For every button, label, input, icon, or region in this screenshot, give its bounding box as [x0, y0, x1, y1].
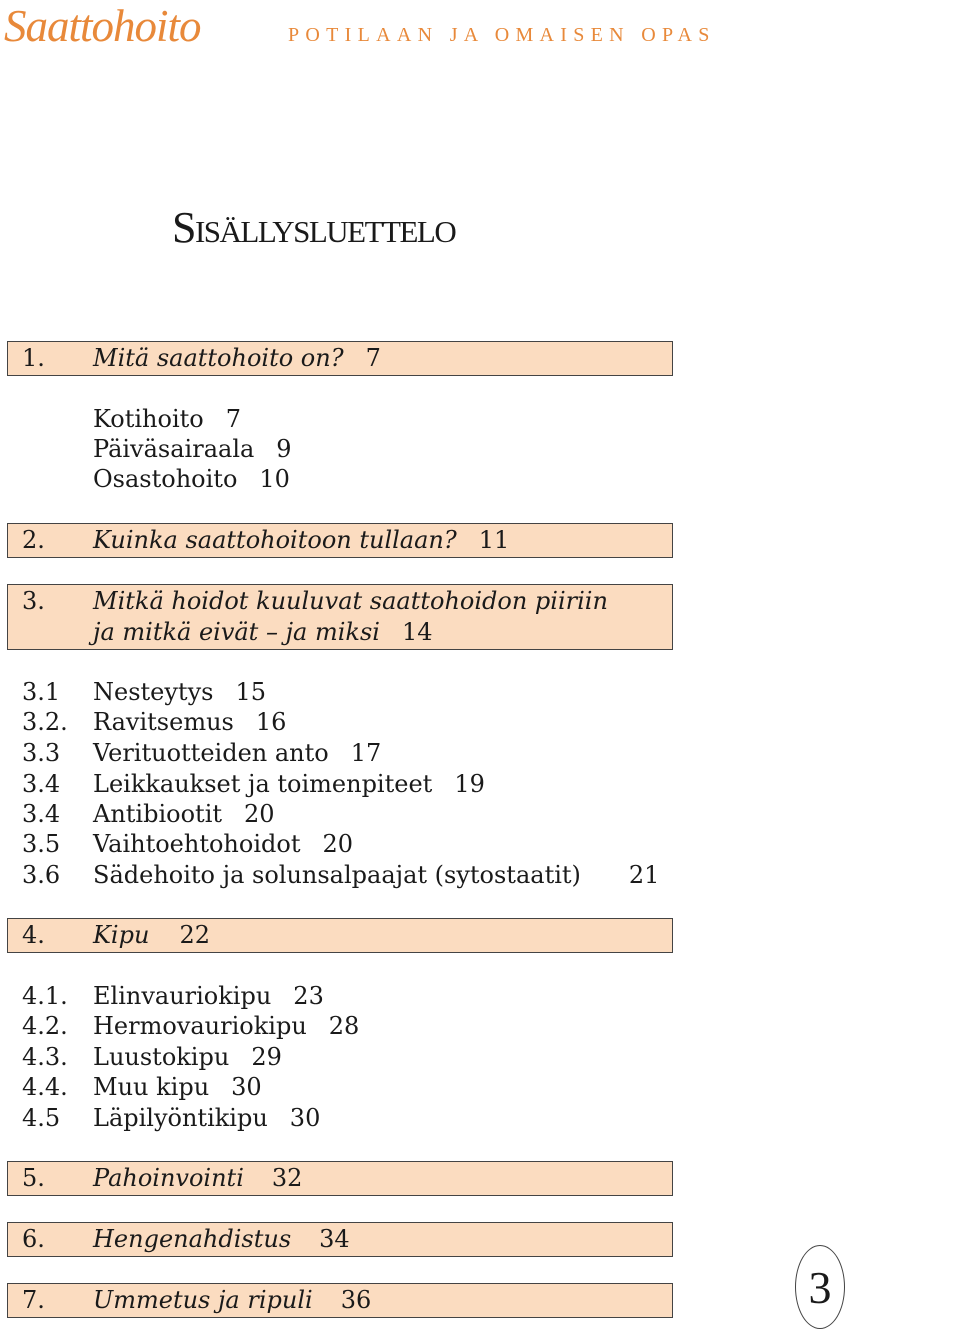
toc-label: Hermovauriokipu	[93, 1012, 307, 1040]
toc-label: Ravitsemus	[93, 708, 234, 736]
toc-section-5	[22, 1163, 302, 1193]
toc-item	[22, 981, 324, 1011]
toc-page: 32	[271, 1164, 303, 1192]
toc-number: 3.5	[22, 830, 61, 858]
toc-label: Vaihtoehtohoidot	[93, 830, 301, 858]
toc-page: 21	[628, 861, 660, 889]
toc-label: Verituotteiden anto	[93, 739, 329, 767]
toc-label: Ummetus ja ripuli	[93, 1286, 313, 1314]
toc-label: Kipu	[93, 921, 150, 949]
toc-item	[22, 829, 353, 859]
toc-label: Muu kipu	[93, 1073, 210, 1101]
toc-number: 7.	[22, 1286, 45, 1314]
toc-number: 6.	[22, 1225, 45, 1253]
toc-number: 2.	[22, 526, 45, 554]
toc-number: 3.	[22, 587, 45, 615]
toc-page: 20	[322, 830, 354, 858]
toc-label: Kotihoito	[93, 405, 204, 433]
toc-page: 36	[340, 1286, 372, 1314]
toc-section-4	[22, 920, 210, 950]
toc-item	[22, 677, 266, 707]
toc-label: Luustokipu	[93, 1043, 230, 1071]
toc-section-6	[22, 1224, 350, 1254]
toc-label: Nesteytys	[93, 678, 214, 706]
toc-label: Hengenahdistus	[93, 1225, 292, 1253]
toc-label-line1: Mitkä hoidot kuuluvat saattohoidon piiriin	[93, 587, 608, 615]
toc-page: 17	[350, 739, 382, 767]
toc-page: 11	[478, 526, 510, 554]
toc-page: 9	[276, 435, 292, 463]
toc-page: 28	[328, 1012, 360, 1040]
toc-section-2	[22, 525, 509, 555]
toc-number: 4.	[22, 921, 45, 949]
toc-item	[22, 1011, 359, 1041]
toc-page: 30	[289, 1104, 321, 1132]
toc-page: 16	[255, 708, 287, 736]
toc-page: 14	[401, 618, 433, 646]
toc-item	[22, 707, 286, 737]
toc-label: Leikkaukset ja toimenpiteet	[93, 770, 433, 798]
toc-item	[22, 769, 485, 799]
header-subtitle: POTILAAN JA OMAISEN OPAS	[288, 24, 716, 46]
toc-number: 3.4	[22, 800, 61, 828]
toc-page: 19	[454, 770, 485, 798]
page-number-badge	[795, 1245, 845, 1329]
toc-item	[22, 1042, 282, 1072]
toc-item	[93, 404, 241, 434]
toc-page: 23	[293, 982, 324, 1010]
toc-section-3-line2	[93, 617, 432, 647]
brand-title: Saattohoito	[4, 1, 201, 51]
toc-number: 3.2.	[22, 708, 68, 736]
toc-page: 30	[231, 1073, 262, 1101]
toc-number: 3.4	[22, 770, 61, 798]
toc-number: 1.	[22, 344, 45, 372]
toc-number: 3.1	[22, 678, 61, 706]
toc-number: 5.	[22, 1164, 45, 1192]
toc-label-line2: ja mitkä eivät – ja miksi	[93, 618, 380, 646]
toc-label: Elinvauriokipu	[93, 982, 272, 1010]
toc-label: Pahoinvointi	[93, 1164, 244, 1192]
toc-number: 4.2.	[22, 1012, 68, 1040]
toc-number: 3.6	[22, 861, 61, 889]
toc-page: 22	[179, 921, 210, 949]
toc-label: Osastohoito	[93, 465, 238, 493]
page-number: 3	[808, 1261, 832, 1313]
page-title: Sisällysluettelo	[172, 203, 456, 252]
toc-label: Sädehoito ja solunsalpaajat (sytostaatit)	[93, 861, 581, 889]
toc-page: 7	[225, 405, 242, 433]
toc-label: Päiväsairaala	[93, 435, 255, 463]
toc-item	[93, 464, 290, 494]
toc-page: 7	[365, 344, 381, 372]
toc-label: Läpilyöntikipu	[93, 1104, 268, 1132]
toc-item	[93, 434, 292, 464]
toc-item	[22, 1072, 262, 1102]
toc-label: Mitä saattohoito on?	[93, 344, 344, 372]
toc-number: 4.5	[22, 1104, 61, 1132]
toc-page: 34	[319, 1225, 350, 1253]
toc-page: 10	[259, 465, 290, 493]
toc-section-1	[22, 343, 381, 373]
toc-page: 29	[251, 1043, 282, 1071]
toc-page: 15	[235, 678, 266, 706]
toc-page: 20	[244, 800, 275, 828]
toc-label: Antibiootit	[93, 800, 223, 828]
toc-number: 4.1.	[22, 982, 68, 1010]
toc-number: 3.3	[22, 739, 61, 767]
toc-section-7	[22, 1285, 371, 1315]
toc-item	[22, 860, 659, 890]
toc-number: 4.4.	[22, 1073, 68, 1101]
toc-section-3	[22, 586, 608, 616]
toc-label: Kuinka saattohoitoon tullaan?	[93, 526, 457, 554]
toc-item	[22, 1103, 320, 1133]
toc-item	[22, 738, 381, 768]
toc-number: 4.3.	[22, 1043, 68, 1071]
toc-item	[22, 799, 275, 829]
